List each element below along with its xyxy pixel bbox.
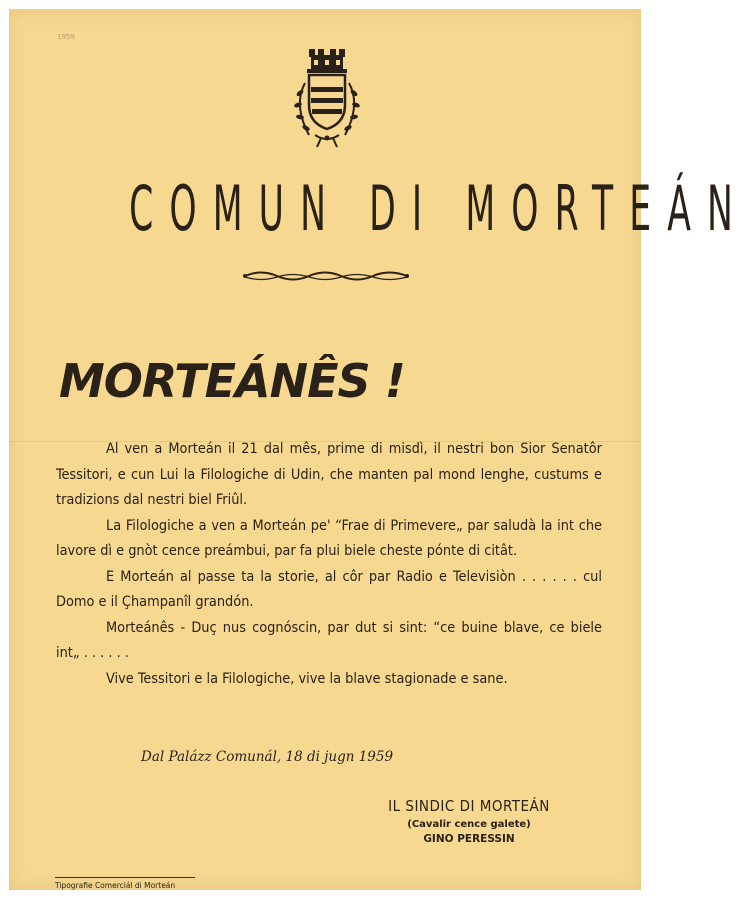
poster-sheet [9,9,749,890]
printer-divider [55,877,195,878]
title-text: COMUN DI MORTEÁN [129,172,749,245]
signature-name: GINO PERESSIN [423,833,515,845]
signature-title: IL SINDIC DI MORTEÁN [388,797,550,815]
page-title [129,169,749,249]
date-line: Dal Palázz Comunál, 18 di jugn 1959 [141,749,394,765]
signature-subtitle: (Cavalir cence galete) [407,819,531,830]
paragraph-4: Morteánês - Duç nus cognóscin, par dut si sint: “ce buine blave, ce biele int„ . . . . . . [56,619,602,661]
archive-mark: 1959 [57,33,75,41]
paragraph-5: Vive Tessitori e la Filologiche, vive la blave stagionade e sane. [106,670,508,687]
paragraph-1: Al ven a Morteán il 21 dal mês, prime di misdì, il nestri bon Sior Senatôr Tessitori, e cun Lui la Filologiche di Udin, che manten pal mond lenghe, custums e tradizions dal nestri biel Friûl. [56,441,602,508]
body-text [56,437,602,692]
heading: MORTEÁNÊS ! [59,354,405,408]
paragraph-3: E Morteán al passe ta la storie, al côr par Radio e Televisiòn . . . . . . cul Domo e il Çhampanîl grandón. [56,568,602,610]
flourish-divider-icon [241,267,411,283]
signature-block [369,797,569,845]
printer-credit: Tipografie Comerciál di Morteán [55,881,176,890]
paragraph-2: La Filologiche a ven a Morteán pe' “Frae di Primevere„ par saludà la int che lavore dì e gnòt cence preámbui, par fa plui biele cheste pónte di citât. [56,517,602,559]
municipal-coat-of-arms-icon [287,43,367,153]
